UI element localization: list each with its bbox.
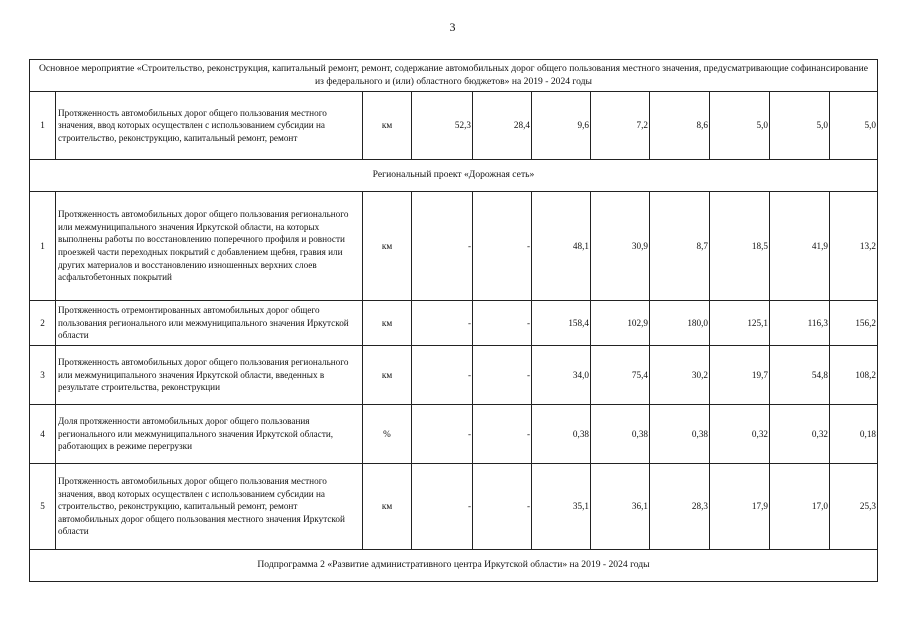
unit-cell: км — [363, 92, 412, 160]
value-cell: 36,1 — [591, 464, 650, 550]
value-cell: 18,5 — [710, 192, 770, 301]
value-cell: 5,0 — [770, 92, 830, 160]
value-cell: 0,38 — [532, 405, 591, 464]
indicators-table — [29, 59, 878, 582]
row-number: 4 — [30, 405, 56, 464]
value-cell: 30,9 — [591, 192, 650, 301]
row-number: 5 — [30, 464, 56, 550]
unit-cell: км — [363, 301, 412, 346]
value-cell: 0,32 — [710, 405, 770, 464]
value-cell: 102,9 — [591, 301, 650, 346]
row-number: 1 — [30, 192, 56, 301]
value-cell: 5,0 — [710, 92, 770, 160]
value-cell: - — [473, 192, 532, 301]
value-cell: 0,38 — [650, 405, 710, 464]
value-cell: - — [412, 464, 473, 550]
table-row — [30, 405, 878, 464]
indicator-name: Протяженность автомобильных дорог общего пользования регионального или межмуниципального значения Иркутской области, введенных в результате строительства, реконструкции — [56, 346, 363, 405]
table-row — [30, 192, 878, 301]
section-title-subprogram-2: Подпрограмма 2 «Развитие административного центра Иркутской области» на 2019 - 2024 годы — [30, 550, 878, 582]
section-row-subprogram-2 — [30, 550, 878, 582]
value-cell: 7,2 — [591, 92, 650, 160]
value-cell: 75,4 — [591, 346, 650, 405]
value-cell: 158,4 — [532, 301, 591, 346]
indicator-name: Протяженность автомобильных дорог общего пользования местного значения, ввод которых осуществлен с использованием субсидии на строительство, реконструкцию, капитальный ремонт, ремонт — [56, 92, 363, 160]
unit-cell: % — [363, 405, 412, 464]
value-cell: 28,3 — [650, 464, 710, 550]
value-cell: 156,2 — [830, 301, 878, 346]
value-cell: 116,3 — [770, 301, 830, 346]
indicator-name: Протяженность автомобильных дорог общего пользования местного значения, ввод которых осуществлен с использованием субсидии на строительство, реконструкцию, капитальный ремонт, ремонт автомобильных дорог общего пользования местного значения Иркутской области — [56, 464, 363, 550]
value-cell: - — [473, 405, 532, 464]
section-row-main-event — [30, 60, 878, 92]
value-cell: - — [473, 301, 532, 346]
value-cell: 0,32 — [770, 405, 830, 464]
value-cell: 0,18 — [830, 405, 878, 464]
value-cell: 48,1 — [532, 192, 591, 301]
row-number: 3 — [30, 346, 56, 405]
page-number: 3 — [449, 20, 456, 34]
value-cell: 25,3 — [830, 464, 878, 550]
unit-cell: км — [363, 192, 412, 301]
table-row — [30, 92, 878, 160]
value-cell: 8,7 — [650, 192, 710, 301]
value-cell: 19,7 — [710, 346, 770, 405]
table-row — [30, 346, 878, 405]
indicator-name: Протяженность автомобильных дорог общего пользования регионального или межмуниципального значения Иркутской области, на которых выполнены работы по восстановлению поперечного профиля и ровности проезжей части переходных покрытий с добавлением щебня, гравия или других материалов и восстановлению изношенных верхних слоев асфальтобетонных покрытий — [56, 192, 363, 301]
row-number: 2 — [30, 301, 56, 346]
indicator-name: Доля протяженности автомобильных дорог общего пользования регионального или межмуниципального значения Иркутской области, работающих в режиме перегрузки — [56, 405, 363, 464]
section-row-regional-project — [30, 160, 878, 192]
value-cell: 30,2 — [650, 346, 710, 405]
table-row — [30, 301, 878, 346]
value-cell: 8,6 — [650, 92, 710, 160]
value-cell: 34,0 — [532, 346, 591, 405]
value-cell: - — [473, 346, 532, 405]
value-cell: 125,1 — [710, 301, 770, 346]
value-cell: 52,3 — [412, 92, 473, 160]
value-cell: - — [412, 301, 473, 346]
table-row — [30, 464, 878, 550]
section-title-main-event: Основное мероприятие «Строительство, реконструкция, капитальный ремонт, ремонт, содержание автомобильных дорог общего пользования местного значения, предусматривающие софинансирование из федерального и (или) областного бюджетов» на 2019 - 2024 годы — [30, 60, 878, 92]
section-title-regional-project: Региональный проект «Дорожная сеть» — [30, 160, 878, 192]
indicator-name: Протяженность отремонтированных автомобильных дорог общего пользования регионального или межмуниципального значения Иркутской области — [56, 301, 363, 346]
value-cell: - — [473, 464, 532, 550]
value-cell: 28,4 — [473, 92, 532, 160]
value-cell: 9,6 — [532, 92, 591, 160]
unit-cell: км — [363, 346, 412, 405]
value-cell: 13,2 — [830, 192, 878, 301]
value-cell: 17,9 — [710, 464, 770, 550]
value-cell: 41,9 — [770, 192, 830, 301]
value-cell: 0,38 — [591, 405, 650, 464]
row-number: 1 — [30, 92, 56, 160]
value-cell: 5,0 — [830, 92, 878, 160]
value-cell: - — [412, 405, 473, 464]
value-cell: 108,2 — [830, 346, 878, 405]
value-cell: - — [412, 192, 473, 301]
unit-cell: км — [363, 464, 412, 550]
value-cell: 35,1 — [532, 464, 591, 550]
value-cell: 54,8 — [770, 346, 830, 405]
value-cell: 180,0 — [650, 301, 710, 346]
value-cell: - — [412, 346, 473, 405]
value-cell: 17,0 — [770, 464, 830, 550]
